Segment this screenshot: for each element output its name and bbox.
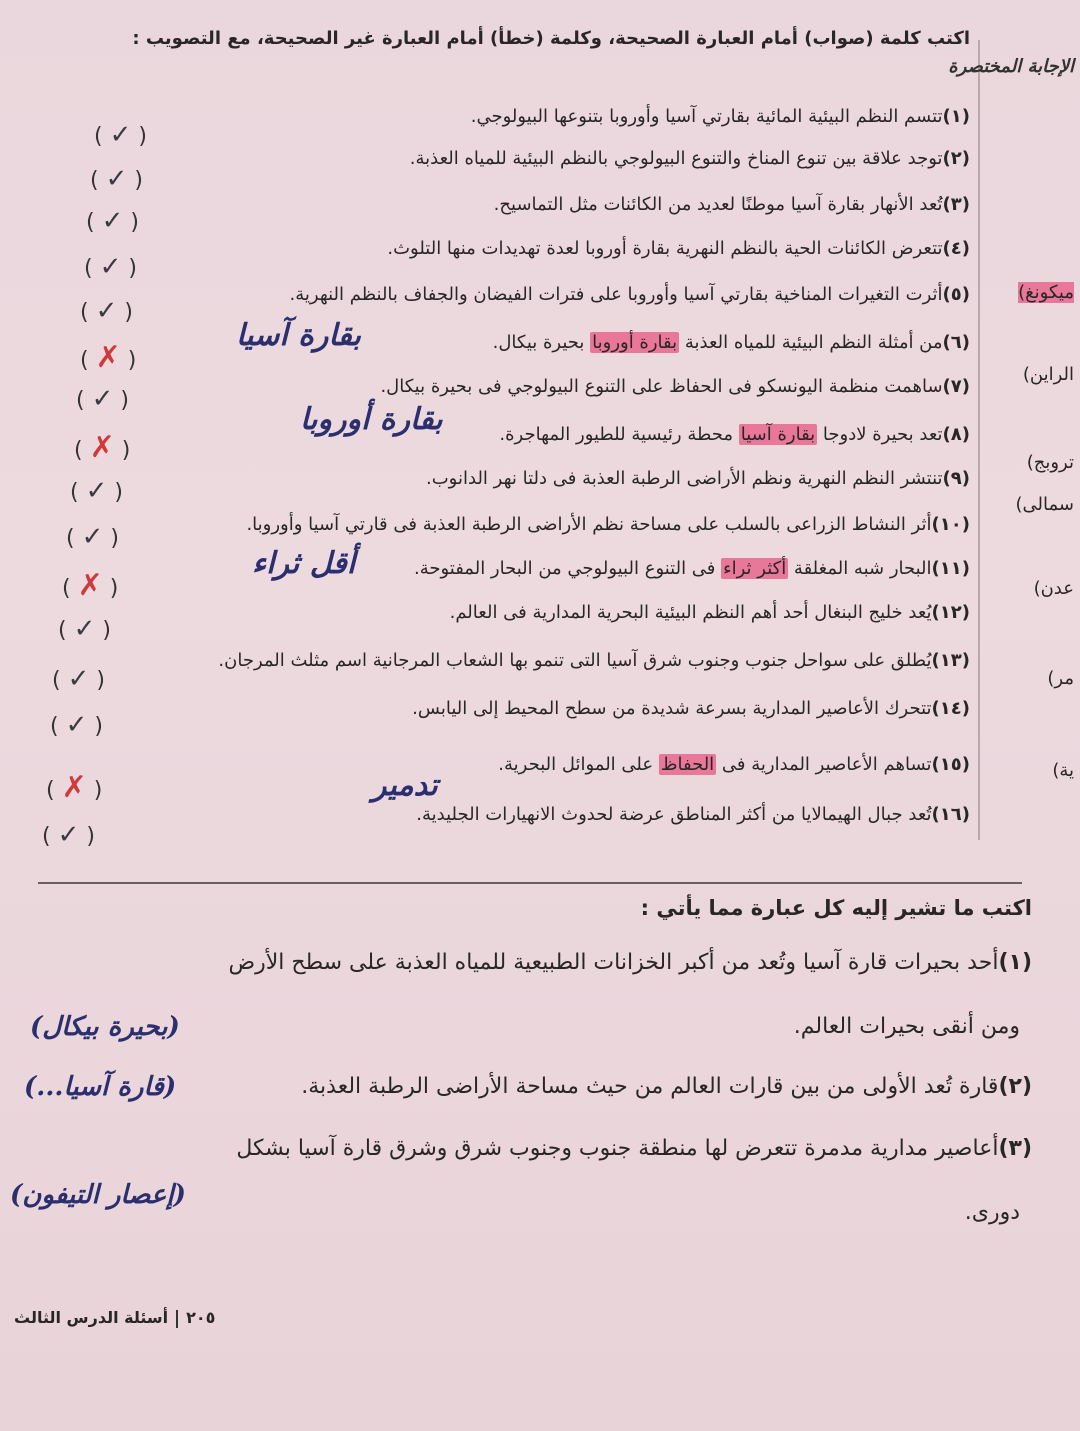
question-12: (١٢)يُعد خليج البنغال أحد أهم النظم البيئية البحرية المدارية فى العالم. — [449, 602, 970, 623]
check-mark-icon: ✓ — [99, 252, 122, 282]
mark-q4: ( ✓ ) — [84, 252, 137, 282]
page-number: ٢٠٥ — [186, 1308, 216, 1327]
question-8: (٨)تعد بحيرة لادوجا بقارة آسيا محطة رئيسية للطيور المهاجرة. — [499, 424, 970, 445]
check-mark-icon: ✓ — [73, 614, 96, 644]
side-item-1: ميكونغ) — [1018, 282, 1074, 303]
question-10: (١٠)أثر النشاط الزراعى بالسلب على مساحة نظم الأراضى الرطبة العذبة فى قارتي آسيا وأوروبا. — [246, 514, 970, 535]
footer-label: أسئلة الدرس الثالث — [14, 1308, 169, 1327]
side-item-6: مر) — [1047, 668, 1074, 689]
side-heading: الإجابة المختصرة — [948, 56, 1074, 77]
mark-q13: ( ✓ ) — [52, 664, 105, 694]
section-divider — [38, 882, 1022, 884]
question-14: (١٤)تتحرك الأعاصير المدارية بسرعة شديدة من سطح المحيط إلى اليابس. — [412, 698, 970, 719]
check-mark-icon: ✓ — [91, 384, 114, 414]
question-16: (١٦)تُعد جبال الهيمالايا من أكثر المناطق عرضة لحدوث الانهيارات الجليدية. — [416, 804, 970, 825]
question-2: (٢)توجد علاقة بين تنوع المناخ والتنوع البيولوجي بالنظم البيئية للمياه العذبة. — [409, 148, 970, 169]
section2-title: اكتب ما تشير إليه كل عبارة مما يأتي : — [640, 896, 1032, 920]
section1-title: اكتب كلمة (صواب) أمام العبارة الصحيحة، وكلمة (خطأ) أمام العبارة غير الصحيحة، مع التصويب : — [132, 28, 970, 49]
check-mark-icon: ✓ — [105, 164, 128, 194]
question-4: (٤)تتعرض الكائنات الحية بالنظم النهرية بقارة أوروبا لعدة تهديدات منها التلوث. — [387, 238, 970, 259]
side-item-2: الراين) — [1022, 364, 1074, 385]
side-item-7: ية) — [1052, 760, 1074, 781]
s2-q3-line1: (٣)أعاصير مدارية مدمرة تتعرض لها منطقة جنوب وجنوب شرق وشرق قارة آسيا بشكل — [236, 1136, 1032, 1161]
question-13: (١٣)يُطلق على سواحل جنوب وجنوب شرق آسيا التى تنمو بها الشعاب المرجانية اسم مثلث المرجان. — [218, 650, 970, 671]
highlight-q15: الحفاظ — [660, 754, 715, 775]
check-mark-icon: ✓ — [101, 206, 124, 236]
check-mark-icon: ✓ — [67, 664, 90, 694]
answer-s2-q1: (بحيرة بيكال) — [30, 1012, 180, 1042]
question-5: (٥)أثرت التغيرات المناخية بقارتي آسيا وأوروبا على فترات الفيضان والجفاف بالنظم النهرية. — [289, 284, 970, 305]
cross-mark-icon: ✗ — [61, 770, 87, 805]
question-1: (١)تتسم النظم البيئية المائية بقارتي آسيا وأوروبا بتنوعها البيولوجي. — [470, 106, 970, 127]
mark-q11: ( ✗ ) — [62, 568, 119, 603]
highlight-q11: أكثر ثراء — [723, 558, 787, 579]
side-item-5: عدن) — [1033, 578, 1074, 599]
question-9: (٩)تنتشر النظم النهرية ونظم الأراضى الرطبة العذبة فى دلتا نهر الدانوب. — [426, 468, 970, 489]
s2-q1-line2: ومن أنقى بحيرات العالم. — [793, 1014, 1020, 1039]
question-3: (٣)تُعد الأنهار بقارة آسيا موطنًا لعديد من الكائنات مثل التماسيح. — [493, 194, 970, 215]
mark-q9: ( ✓ ) — [70, 476, 123, 506]
cross-mark-icon: ✗ — [89, 430, 115, 465]
mark-q10: ( ✓ ) — [66, 522, 119, 552]
s2-q2-line1: (٢)قارة تُعد الأولى من بين قارات العالم من حيث مساحة الأراضى الرطبة العذبة. — [301, 1074, 1032, 1099]
mark-q2: ( ✓ ) — [90, 164, 143, 194]
cross-mark-icon: ✗ — [95, 340, 121, 375]
mark-q14: ( ✓ ) — [50, 710, 103, 740]
mark-q7: ( ✓ ) — [76, 384, 129, 414]
check-mark-icon: ✓ — [95, 296, 118, 326]
answer-s2-q2: (قارة آسيا...) — [24, 1072, 177, 1102]
question-15: (١٥)تساهم الأعاصير المدارية فى الحفاظ على الموائل البحرية. — [498, 754, 970, 775]
check-mark-icon: ✓ — [65, 710, 88, 740]
side-item-3: تروبج) — [1026, 452, 1074, 473]
side-item-4: سمالى) — [1015, 494, 1074, 515]
mark-q15: ( ✗ ) — [46, 770, 103, 805]
cross-mark-icon: ✗ — [77, 568, 103, 603]
question-7: (٧)ساهمت منظمة اليونسكو فى الحفاظ على التنوع البيولوجي فى بحيرة بيكال. — [380, 376, 970, 397]
mark-q5: ( ✓ ) — [80, 296, 133, 326]
highlight-q8: بقارة آسيا — [740, 424, 816, 445]
mark-q1: ( ✓ ) — [94, 120, 147, 150]
check-mark-icon: ✓ — [81, 522, 104, 552]
correction-q6: بقارة آسيا — [236, 318, 361, 353]
highlight-q6: بقارة أوروبا — [592, 332, 678, 353]
question-11: (١١)البحار شبه المغلقة أكثر ثراء فى التنوع البيولوجي من البحار المفتوحة. — [413, 558, 970, 579]
question-6: (٦)من أمثلة النظم البيئية للمياه العذبة بقارة أوروبا بحيرة بيكال. — [492, 332, 970, 353]
s2-q3-line2: دورى. — [964, 1200, 1020, 1225]
mark-q3: ( ✓ ) — [86, 206, 139, 236]
column-divider — [978, 40, 980, 840]
mark-q16: ( ✓ ) — [42, 820, 95, 850]
check-mark-icon: ✓ — [57, 820, 80, 850]
check-mark-icon: ✓ — [109, 120, 132, 150]
mark-q8: ( ✗ ) — [74, 430, 131, 465]
mark-q6: ( ✗ ) — [80, 340, 137, 375]
check-mark-icon: ✓ — [85, 476, 108, 506]
s2-q1-line1: (١)أحد بحيرات قارة آسيا وتُعد من أكبر الخزانات الطبيعية للمياه العذبة على سطح الأرض — [228, 950, 1032, 975]
mark-q12: ( ✓ ) — [58, 614, 111, 644]
correction-q8: بقارة أوروبا — [300, 402, 443, 437]
page-footer — [14, 1308, 215, 1328]
correction-q11: أقل ثراء — [252, 546, 356, 581]
answer-s2-q3: (إعصار التيفون) — [10, 1180, 186, 1210]
correction-q15: تدمير — [372, 768, 438, 803]
